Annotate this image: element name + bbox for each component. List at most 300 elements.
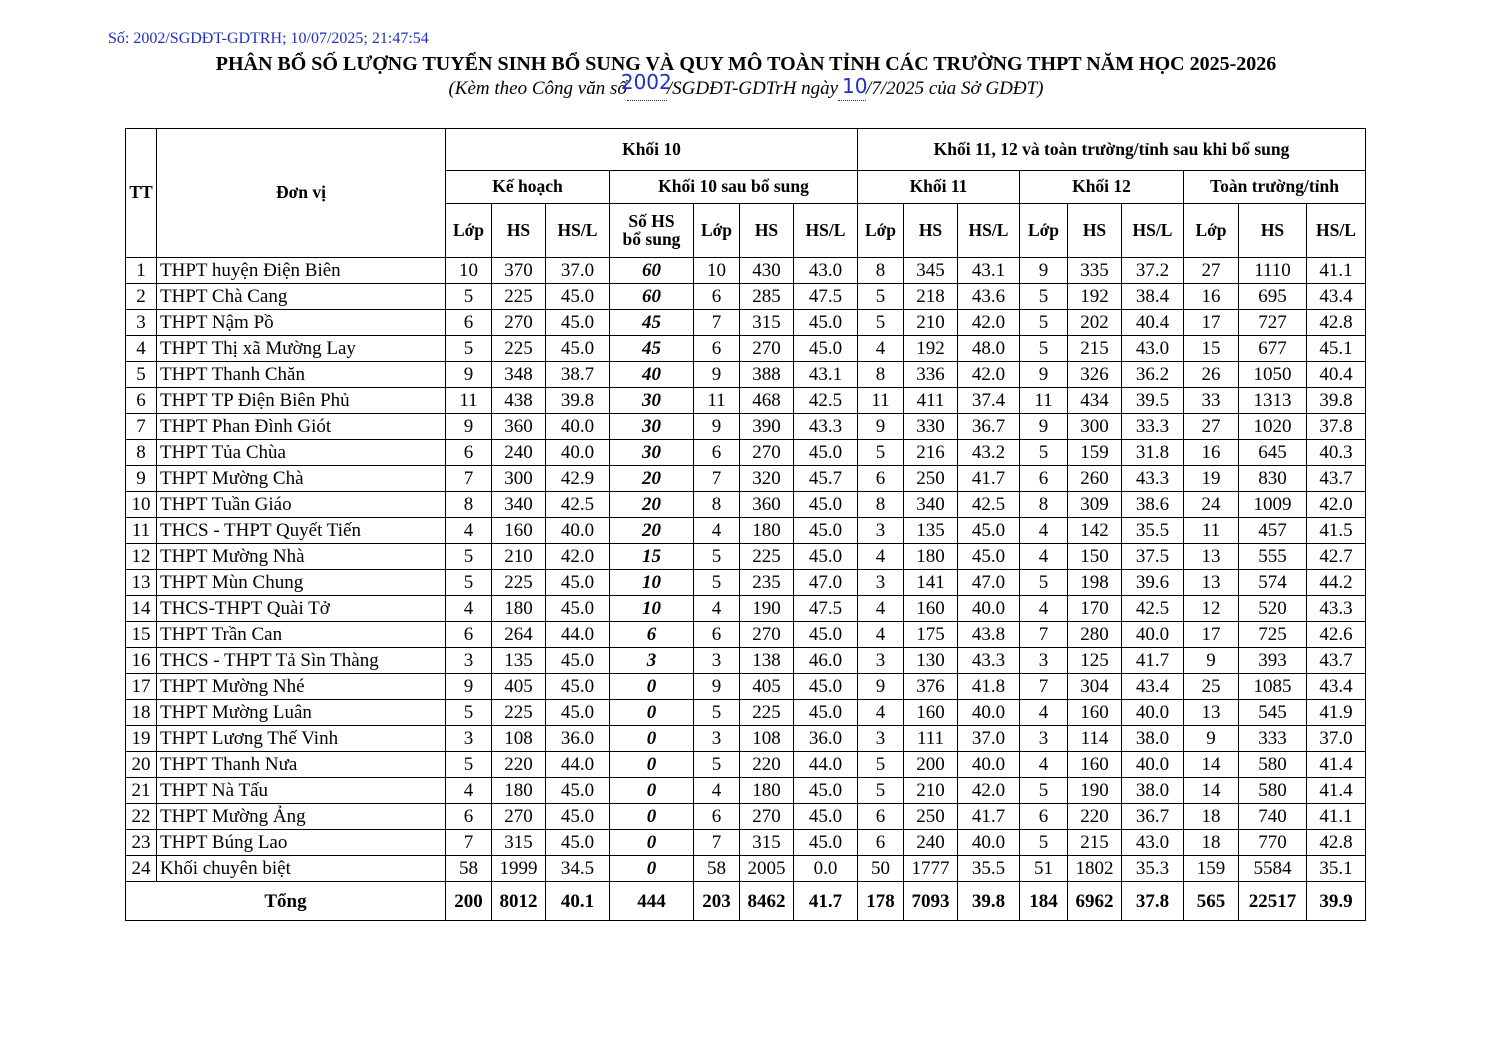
table-cell: 1999 — [492, 856, 546, 882]
table-cell: 225 — [740, 700, 794, 726]
unit-name-cell: THPT Tủa Chùa — [157, 440, 446, 466]
table-cell: 43.3 — [958, 648, 1020, 674]
table-cell: 38.7 — [546, 362, 610, 388]
table-cell: 220 — [740, 752, 794, 778]
table-cell: 411 — [904, 388, 958, 414]
table-cell: 39.6 — [1122, 570, 1184, 596]
unit-name-cell: THPT Lương Thế Vinh — [157, 726, 446, 752]
unit-name-cell: THPT Tuần Giáo — [157, 492, 446, 518]
row-index-cell: 3 — [126, 310, 157, 336]
total-cell: 40.1 — [546, 882, 610, 921]
table-cell: 37.5 — [1122, 544, 1184, 570]
table-cell: 5 — [446, 700, 492, 726]
table-cell: 4 — [858, 596, 904, 622]
table-cell: 216 — [904, 440, 958, 466]
table-cell: 47.0 — [958, 570, 1020, 596]
total-cell: 200 — [446, 882, 492, 921]
table-cell: 42.0 — [958, 362, 1020, 388]
table-cell: 8 — [1020, 492, 1068, 518]
table-cell: 260 — [1068, 466, 1122, 492]
table-cell: 175 — [904, 622, 958, 648]
table-cell: 135 — [492, 648, 546, 674]
unit-name-cell: THPT Mường Ảng — [157, 804, 446, 830]
table-cell: 5 — [858, 310, 904, 336]
table-cell: 45.0 — [794, 778, 858, 804]
table-cell: 830 — [1239, 466, 1307, 492]
table-cell: 14 — [1184, 752, 1239, 778]
header-khoi11-12: Khối 11, 12 và toàn trường/tỉnh sau khi bổ sung — [858, 129, 1366, 171]
table-cell: 43.1 — [794, 362, 858, 388]
table-cell: 35.5 — [958, 856, 1020, 882]
table-cell: 45.0 — [794, 700, 858, 726]
table-cell: 125 — [1068, 648, 1122, 674]
table-cell: 348 — [492, 362, 546, 388]
table-cell: 13 — [1184, 570, 1239, 596]
supplement-cell: 0 — [610, 778, 694, 804]
table-cell: 330 — [904, 414, 958, 440]
table-cell: 11 — [1020, 388, 1068, 414]
table-cell: 42.5 — [1122, 596, 1184, 622]
table-cell: 45.0 — [794, 674, 858, 700]
row-index-cell: 12 — [126, 544, 157, 570]
table-cell: 405 — [740, 674, 794, 700]
unit-name-cell: THPT Mường Chà — [157, 466, 446, 492]
table-row — [126, 648, 1366, 674]
table-cell: 45.0 — [794, 492, 858, 518]
table-cell: 250 — [904, 466, 958, 492]
table-cell: 4 — [858, 336, 904, 362]
table-cell: 192 — [1068, 284, 1122, 310]
table-cell: 5584 — [1239, 856, 1307, 882]
table-cell: 42.6 — [1307, 622, 1366, 648]
table-cell: 135 — [904, 518, 958, 544]
table-cell: 27 — [1184, 258, 1239, 284]
table-cell: 42.0 — [958, 778, 1020, 804]
header-khoi12: Khối 12 — [1020, 171, 1184, 204]
table-cell: 40.0 — [1122, 700, 1184, 726]
table-cell: 645 — [1239, 440, 1307, 466]
table-cell: 11 — [694, 388, 740, 414]
unit-name-cell: THPT Mường Nhà — [157, 544, 446, 570]
table-cell: 58 — [694, 856, 740, 882]
table-cell: 45.0 — [546, 310, 610, 336]
unit-name-cell: THPT Thanh Nưa — [157, 752, 446, 778]
table-cell: 6 — [694, 622, 740, 648]
table-cell: 1777 — [904, 856, 958, 882]
header-so-hs-bo-sung: Số HS bổ sung — [610, 204, 694, 258]
table-cell: 33 — [1184, 388, 1239, 414]
table-cell: 9 — [1020, 258, 1068, 284]
table-cell: 345 — [904, 258, 958, 284]
unit-name-cell: THCS - THPT Tả Sìn Thàng — [157, 648, 446, 674]
table-cell: 5 — [446, 544, 492, 570]
table-cell: 7 — [694, 310, 740, 336]
unit-name-cell: THPT Thị xã Mường Lay — [157, 336, 446, 362]
table-cell: 13 — [1184, 544, 1239, 570]
header-hs: HS — [1068, 204, 1122, 258]
table-cell: 40.4 — [1307, 362, 1366, 388]
table-cell: 695 — [1239, 284, 1307, 310]
table-cell: 170 — [1068, 596, 1122, 622]
table-row — [126, 752, 1366, 778]
table-cell: 42.5 — [794, 388, 858, 414]
table-cell: 111 — [904, 726, 958, 752]
table-cell: 45.0 — [546, 648, 610, 674]
table-cell: 37.0 — [546, 258, 610, 284]
header-hs: HS — [740, 204, 794, 258]
table-cell: 45.0 — [794, 544, 858, 570]
header-hsl: HS/L — [958, 204, 1020, 258]
table-cell: 18 — [1184, 804, 1239, 830]
table-cell: 727 — [1239, 310, 1307, 336]
table-cell: 36.2 — [1122, 362, 1184, 388]
table-cell: 315 — [740, 830, 794, 856]
table-cell: 108 — [492, 726, 546, 752]
table-cell: 6 — [858, 466, 904, 492]
table-cell: 1802 — [1068, 856, 1122, 882]
table-cell: 4 — [858, 622, 904, 648]
table-cell: 8 — [858, 258, 904, 284]
table-cell: 4 — [858, 544, 904, 570]
total-cell: 39.9 — [1307, 882, 1366, 921]
supplement-cell: 10 — [610, 596, 694, 622]
table-cell: 40.4 — [1122, 310, 1184, 336]
table-cell: 3 — [858, 570, 904, 596]
table-cell: 218 — [904, 284, 958, 310]
supplement-cell: 10 — [610, 570, 694, 596]
table-cell: 43.6 — [958, 284, 1020, 310]
table-row — [126, 414, 1366, 440]
supplement-cell: 0 — [610, 700, 694, 726]
table-cell: 41.4 — [1307, 778, 1366, 804]
table-cell: 1085 — [1239, 674, 1307, 700]
table-cell: 6 — [446, 440, 492, 466]
table-cell: 264 — [492, 622, 546, 648]
table-cell: 40.0 — [958, 700, 1020, 726]
table-cell: 43.8 — [958, 622, 1020, 648]
table-cell: 5 — [694, 570, 740, 596]
row-index-cell: 24 — [126, 856, 157, 882]
table-cell: 4 — [1020, 518, 1068, 544]
table-cell: 8 — [858, 362, 904, 388]
table-cell: 41.9 — [1307, 700, 1366, 726]
row-index-cell: 1 — [126, 258, 157, 284]
table-cell: 9 — [1020, 362, 1068, 388]
table-cell: 10 — [694, 258, 740, 284]
table-cell: 41.1 — [1307, 804, 1366, 830]
table-row — [126, 674, 1366, 700]
table-cell: 315 — [740, 310, 794, 336]
supplement-cell: 20 — [610, 466, 694, 492]
table-cell: 225 — [492, 336, 546, 362]
table-cell: 44.0 — [546, 622, 610, 648]
table-cell: 41.7 — [958, 466, 1020, 492]
document-number: Số: 2002/SGDĐT-GDTRH; 10/07/2025; 21:47:54 — [108, 30, 429, 47]
table-cell: 35.3 — [1122, 856, 1184, 882]
table-cell: 160 — [1068, 752, 1122, 778]
unit-name-cell: THCS - THPT Quyết Tiến — [157, 518, 446, 544]
header-ke-hoach: Kế hoạch — [446, 171, 610, 204]
table-cell: 9 — [694, 674, 740, 700]
document-day-fill — [838, 74, 868, 101]
table-cell: 270 — [492, 310, 546, 336]
table-cell: 42.5 — [958, 492, 1020, 518]
table-cell: 41.8 — [958, 674, 1020, 700]
table-cell: 180 — [492, 596, 546, 622]
table-cell: 198 — [1068, 570, 1122, 596]
table-cell: 43.4 — [1307, 674, 1366, 700]
unit-name-cell: THPT Búng Lao — [157, 830, 446, 856]
table-cell: 180 — [740, 778, 794, 804]
total-label: Tổng — [126, 882, 446, 921]
table-cell: 574 — [1239, 570, 1307, 596]
table-cell: 340 — [904, 492, 958, 518]
table-cell: 9 — [446, 362, 492, 388]
table-cell: 4 — [694, 778, 740, 804]
table-cell: 8 — [446, 492, 492, 518]
table-cell: 35.5 — [1122, 518, 1184, 544]
table-cell: 45.0 — [546, 336, 610, 362]
table-cell: 159 — [1184, 856, 1239, 882]
table-cell: 11 — [858, 388, 904, 414]
table-cell: 42.9 — [546, 466, 610, 492]
header-tt: TT — [126, 129, 157, 258]
row-index-cell: 7 — [126, 414, 157, 440]
table-cell: 11 — [446, 388, 492, 414]
supplement-cell: 0 — [610, 856, 694, 882]
table-cell: 9 — [858, 414, 904, 440]
table-cell: 141 — [904, 570, 958, 596]
table-cell: 5 — [1020, 570, 1068, 596]
table-cell: 270 — [740, 336, 794, 362]
table-cell: 4 — [1020, 596, 1068, 622]
table-cell: 51 — [1020, 856, 1068, 882]
table-row — [126, 362, 1366, 388]
row-index-cell: 5 — [126, 362, 157, 388]
table-cell: 388 — [740, 362, 794, 388]
table-cell: 45.0 — [794, 336, 858, 362]
table-cell: 270 — [740, 804, 794, 830]
table-cell: 270 — [740, 622, 794, 648]
table-cell: 37.0 — [1307, 726, 1366, 752]
table-cell: 43.0 — [794, 258, 858, 284]
table-cell: 5 — [858, 778, 904, 804]
table-cell: 6 — [858, 830, 904, 856]
table-cell: 45.0 — [546, 674, 610, 700]
table-cell: 5 — [446, 570, 492, 596]
table-cell: 11 — [1184, 518, 1239, 544]
table-cell: 43.7 — [1307, 466, 1366, 492]
table-cell: 3 — [694, 726, 740, 752]
table-cell: 376 — [904, 674, 958, 700]
table-cell: 725 — [1239, 622, 1307, 648]
unit-name-cell: THPT Chà Cang — [157, 284, 446, 310]
table-cell: 31.8 — [1122, 440, 1184, 466]
table-cell: 9 — [446, 414, 492, 440]
total-cell: 7093 — [904, 882, 958, 921]
table-cell: 468 — [740, 388, 794, 414]
table-cell: 4 — [446, 778, 492, 804]
supplement-cell: 20 — [610, 492, 694, 518]
table-cell: 43.0 — [1122, 336, 1184, 362]
table-cell: 26 — [1184, 362, 1239, 388]
table-cell: 5 — [1020, 336, 1068, 362]
table-cell: 190 — [740, 596, 794, 622]
table-cell: 215 — [1068, 830, 1122, 856]
subtitle-part2: /SGDĐT-GDTrH ngày — [666, 78, 839, 99]
total-cell: 37.8 — [1122, 882, 1184, 921]
table-cell: 45.7 — [794, 466, 858, 492]
table-cell: 370 — [492, 258, 546, 284]
supplement-cell: 0 — [610, 674, 694, 700]
subtitle-part1: (Kèm theo Công văn số — [448, 78, 627, 99]
table-cell: 438 — [492, 388, 546, 414]
table-cell: 740 — [1239, 804, 1307, 830]
table-cell: 44.2 — [1307, 570, 1366, 596]
table-cell: 27 — [1184, 414, 1239, 440]
unit-name-cell: THPT TP Điện Biên Phủ — [157, 388, 446, 414]
table-cell: 47.5 — [794, 284, 858, 310]
table-cell: 4 — [1020, 544, 1068, 570]
page-title: PHÂN BỔ SỐ LƯỢNG TUYỂN SINH BỔ SUNG VÀ QUY MÔ TOÀN TỈNH CÁC TRƯỜNG THPT NĂM HỌC 2025-2026 — [215, 53, 1277, 75]
table-cell: 45.0 — [546, 778, 610, 804]
table-cell: 520 — [1239, 596, 1307, 622]
table-cell: 250 — [904, 804, 958, 830]
table-cell: 360 — [740, 492, 794, 518]
table-cell: 58 — [446, 856, 492, 882]
table-cell: 42.0 — [1307, 492, 1366, 518]
table-cell: 434 — [1068, 388, 1122, 414]
subtitle-part3: /7/2025 của Sở GDĐT) — [866, 78, 1044, 99]
table-cell: 41.7 — [1122, 648, 1184, 674]
table-cell: 43.2 — [958, 440, 1020, 466]
supplement-cell: 40 — [610, 362, 694, 388]
table-cell: 6 — [446, 804, 492, 830]
table-cell: 300 — [1068, 414, 1122, 440]
table-cell: 430 — [740, 258, 794, 284]
table-cell: 340 — [492, 492, 546, 518]
table-row — [126, 284, 1366, 310]
table-cell: 150 — [1068, 544, 1122, 570]
header-khoi10-sau: Khối 10 sau bổ sung — [610, 171, 858, 204]
table-cell: 45.0 — [546, 830, 610, 856]
table-cell: 36.7 — [958, 414, 1020, 440]
table-cell: 580 — [1239, 752, 1307, 778]
table-cell: 315 — [492, 830, 546, 856]
supplement-cell: 3 — [610, 648, 694, 674]
total-cell: 565 — [1184, 882, 1239, 921]
table-cell: 34.5 — [546, 856, 610, 882]
handwritten-number: 2002 — [620, 70, 672, 94]
table-cell: 220 — [492, 752, 546, 778]
table-cell: 6 — [446, 310, 492, 336]
table-cell: 5 — [1020, 440, 1068, 466]
header-khoi11: Khối 11 — [858, 171, 1020, 204]
table-cell: 15 — [1184, 336, 1239, 362]
table-cell: 6 — [694, 440, 740, 466]
table-cell: 4 — [694, 518, 740, 544]
table-row — [126, 570, 1366, 596]
table-cell: 45.0 — [546, 570, 610, 596]
supplement-cell: 0 — [610, 830, 694, 856]
table-cell: 142 — [1068, 518, 1122, 544]
total-cell: 8462 — [740, 882, 794, 921]
table-cell: 159 — [1068, 440, 1122, 466]
supplement-cell: 30 — [610, 414, 694, 440]
table-cell: 5 — [1020, 830, 1068, 856]
table-cell: 41.1 — [1307, 258, 1366, 284]
table-row — [126, 778, 1366, 804]
table-cell: 180 — [492, 778, 546, 804]
table-cell: 4 — [858, 700, 904, 726]
table-cell: 45.0 — [794, 440, 858, 466]
header-lop: Lớp — [1020, 204, 1068, 258]
table-cell: 240 — [904, 830, 958, 856]
header-hs: HS — [1239, 204, 1307, 258]
table-cell: 225 — [492, 284, 546, 310]
table-cell: 304 — [1068, 674, 1122, 700]
table-cell: 44.0 — [794, 752, 858, 778]
table-cell: 47.5 — [794, 596, 858, 622]
table-cell: 5 — [694, 700, 740, 726]
table-cell: 309 — [1068, 492, 1122, 518]
header-hsl: HS/L — [1122, 204, 1184, 258]
supplement-cell: 15 — [610, 544, 694, 570]
table-row — [126, 388, 1366, 414]
table-cell: 6 — [694, 284, 740, 310]
enrollment-table — [125, 128, 1366, 921]
table-cell: 43.0 — [1122, 830, 1184, 856]
table-cell: 43.4 — [1307, 284, 1366, 310]
total-cell: 6962 — [1068, 882, 1122, 921]
table-cell: 38.0 — [1122, 778, 1184, 804]
table-cell: 40.0 — [546, 518, 610, 544]
table-cell: 215 — [1068, 336, 1122, 362]
table-cell: 37.2 — [1122, 258, 1184, 284]
table-cell: 43.4 — [1122, 674, 1184, 700]
unit-name-cell: THPT Phan Đình Giót — [157, 414, 446, 440]
document-number-fill — [620, 70, 672, 101]
table-row — [126, 544, 1366, 570]
table-cell: 40.3 — [1307, 440, 1366, 466]
table-cell: 42.7 — [1307, 544, 1366, 570]
unit-name-cell: Khối chuyên biệt — [157, 856, 446, 882]
total-cell: 178 — [858, 882, 904, 921]
table-row — [126, 258, 1366, 284]
table-row — [126, 336, 1366, 362]
table-cell: 6 — [694, 804, 740, 830]
table-cell: 5 — [446, 752, 492, 778]
table-row — [126, 804, 1366, 830]
row-index-cell: 8 — [126, 440, 157, 466]
total-cell: 444 — [610, 882, 694, 921]
table-cell: 5 — [858, 284, 904, 310]
unit-name-cell: THPT Trần Can — [157, 622, 446, 648]
table-cell: 38.6 — [1122, 492, 1184, 518]
table-cell: 210 — [904, 310, 958, 336]
unit-name-cell: THPT Mường Luân — [157, 700, 446, 726]
table-cell: 3 — [858, 518, 904, 544]
table-cell: 9 — [1184, 648, 1239, 674]
table-cell: 393 — [1239, 648, 1307, 674]
table-cell: 43.3 — [1307, 596, 1366, 622]
header-hs: HS — [492, 204, 546, 258]
table-cell: 5 — [694, 544, 740, 570]
supplement-cell: 30 — [610, 440, 694, 466]
table-cell: 14 — [1184, 778, 1239, 804]
table-cell: 4 — [694, 596, 740, 622]
table-cell: 555 — [1239, 544, 1307, 570]
